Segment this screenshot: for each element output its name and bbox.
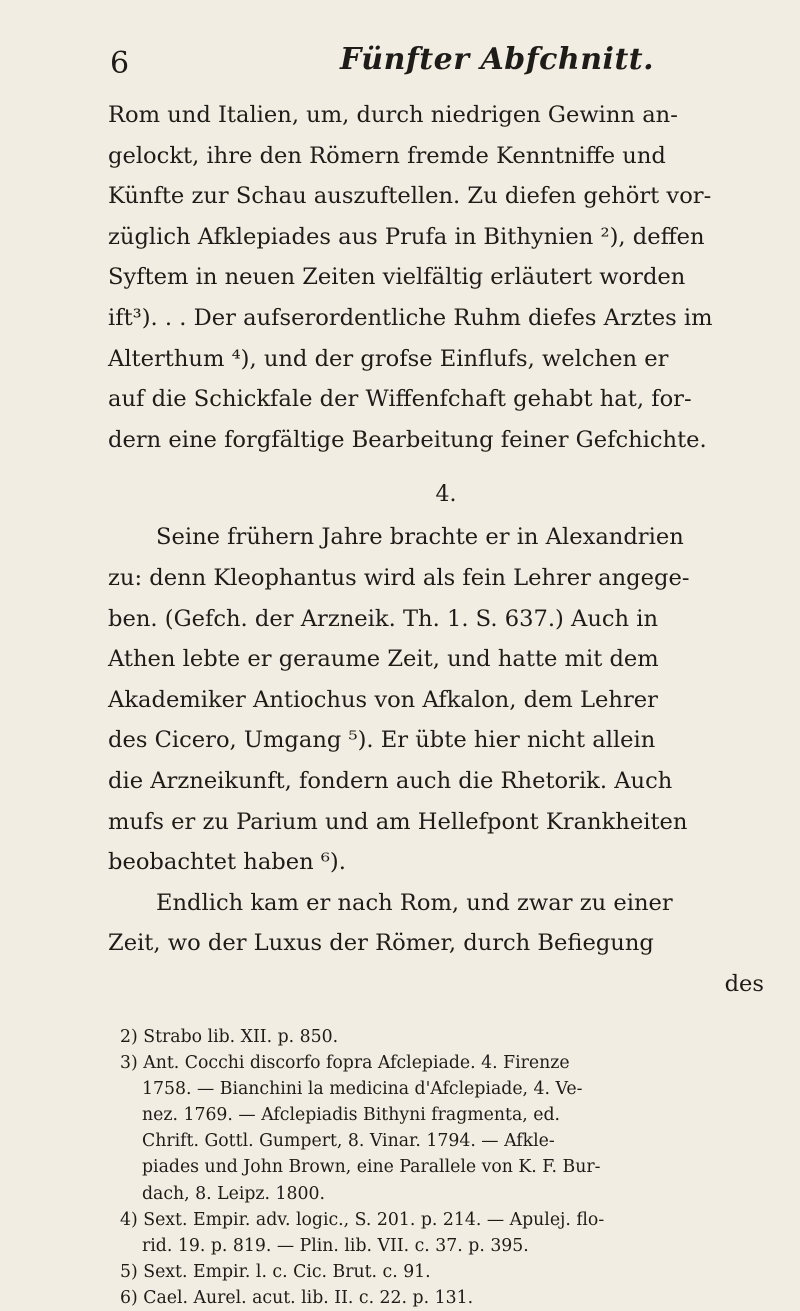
text-line: ift³). . . Der aufserordentliche Ruhm diefes Arztes im <box>108 304 713 331</box>
text-line: gelockt, ihre den Römern fremde Kenntniffe und <box>108 142 666 169</box>
paragraph-2 <box>108 517 784 882</box>
text-line: Athen lebte er geraume Zeit, und hatte mit dem <box>108 646 659 673</box>
text-line: Endlich kam er nach Rom, und zwar zu einer <box>156 889 673 916</box>
text-line: ben. (Gefch. der Arzneik. Th. 1. S. 637.) Auch in <box>108 605 659 632</box>
text-line: Syftem in neuen Zeiten vielfältig erläutert worden <box>108 264 686 291</box>
footnotes <box>120 1024 784 1311</box>
running-head: Fünfter Abfchnitt. <box>340 42 655 77</box>
text-line: Alterthum ⁴), und der grofse Einflufs, welchen er <box>108 345 669 372</box>
text-line: zu: denn Kleophantus wird als fein Lehrer angege- <box>108 564 690 591</box>
footnote-line: 5) Sext. Empir. l. c. Cic. Brut. c. 91. <box>120 1261 431 1282</box>
footnote-line: 3) Ant. Cocchi discorfo fopra Afclepiade. 4. Firenze <box>120 1053 570 1074</box>
text-line: die Arzneikunft, fondern auch die Rhetorik. Auch <box>108 767 673 794</box>
text-line: Seine frühern Jahre brachte er in Alexandrien <box>156 524 684 551</box>
text-line: dern eine forgfältige Bearbeitung feiner Gefchichte. <box>108 426 707 453</box>
text-line: Zeit, wo der Luxus der Römer, durch Befiegung <box>108 930 654 957</box>
main-text <box>108 95 784 1004</box>
footnote-line: piades und John Brown, eine Parallele von K. F. Bur- <box>142 1157 601 1178</box>
text-line: beobachtet haben ⁶). <box>108 849 346 876</box>
text-line: züglich Afklepiades aus Prufa in Bithynien ²), deffen <box>108 223 705 250</box>
text-line: Künfte zur Schau auszuftellen. Zu diefen gehört vor- <box>108 183 712 210</box>
footnote-line: nez. 1769. — Afclepiadis Bithyni fragmenta, ed. <box>142 1105 561 1126</box>
paragraph-3 <box>108 883 784 964</box>
footnote-line: 1758. — Bianchini la medicina d'Afclepiade, 4. Ve- <box>142 1079 583 1100</box>
footnote-line: Chrift. Gottl. Gumpert, 8. Vinar. 1794. — Afkle- <box>142 1131 555 1152</box>
text-line: mufs er zu Parium und am Hellefpont Krankheiten <box>108 808 688 835</box>
page-number: 6 <box>110 46 130 81</box>
footnote-line: 2) Strabo lib. XII. p. 850. <box>120 1027 339 1047</box>
text-line: Akademiker Antiochus von Afkalon, dem Lehrer <box>108 686 658 713</box>
catchword: des <box>724 970 764 997</box>
text-line: Rom und Italien, um, durch niedrigen Gewinn an- <box>108 102 678 128</box>
text-line: auf die Schickfale der Wiffenfchaft gehabt hat, for- <box>108 386 692 413</box>
section-number: 4. <box>435 482 457 508</box>
page-header <box>110 42 770 92</box>
text-line: des Cicero, Umgang ⁵). Er übte hier nicht allein <box>108 727 656 754</box>
footnote-line: 6) Cael. Aurel. acut. lib. II. c. 22. p. 131. <box>120 1287 474 1308</box>
footnote-line: rid. 19. p. 819. — Plin. lib. VII. c. 37. p. 395. <box>142 1235 529 1256</box>
paragraph-1 <box>108 95 784 460</box>
footnote-line: 4) Sext. Empir. adv. logic., S. 201. p. 214. — Apulej. flo- <box>120 1209 605 1230</box>
footnote-line: dach, 8. Leipz. 1800. <box>142 1183 325 1204</box>
